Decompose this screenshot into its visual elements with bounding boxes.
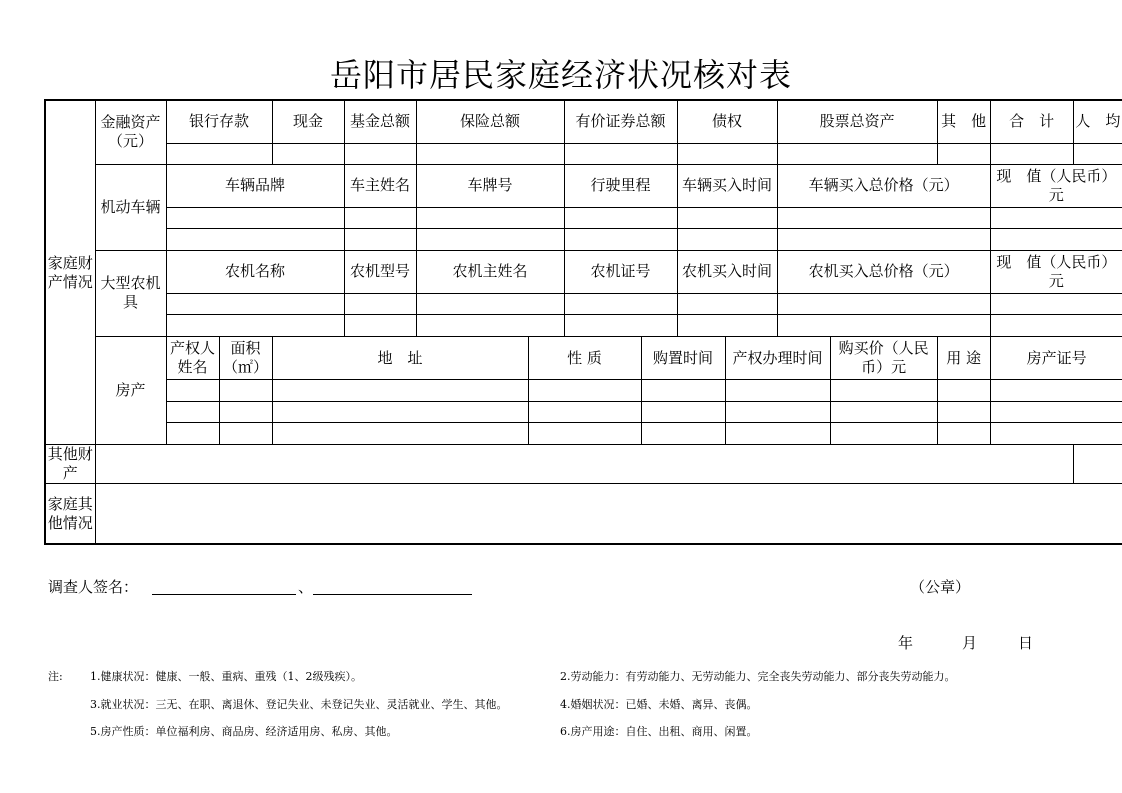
farm-cell[interactable] — [677, 293, 777, 314]
house-cell[interactable] — [641, 402, 725, 423]
house-cell[interactable] — [272, 423, 528, 445]
family-property-label: 家庭财产情况 — [45, 100, 95, 445]
header-purchase-time: 购置时间 — [641, 337, 725, 380]
note-3: 3.就业状况：三无、在职、离退休、登记失业、未登记失业、灵活就业、学生、其他。 — [90, 698, 508, 711]
form-title: 岳阳市居民家庭经济状况核对表 — [329, 56, 792, 94]
note-6: 6.房产用途：自住、出租、商用、闲置。 — [560, 725, 758, 738]
header-insurance-total: 保险总额 — [416, 100, 564, 143]
input-insurance-total[interactable] — [416, 143, 564, 164]
house-cell[interactable] — [272, 402, 528, 423]
farm-cell[interactable] — [777, 314, 990, 336]
vehicle-cell[interactable] — [777, 207, 990, 228]
input-bank-deposit[interactable] — [166, 143, 272, 164]
input-other[interactable] — [937, 143, 990, 164]
farm-cell[interactable] — [166, 293, 344, 314]
date-day-label: 日 — [1018, 634, 1034, 652]
farm-cell[interactable] — [990, 314, 1122, 336]
house-cell[interactable] — [641, 423, 725, 445]
header-total: 合 计 — [990, 100, 1073, 143]
house-cell[interactable] — [937, 402, 990, 423]
farm-cell[interactable] — [416, 293, 564, 314]
header-address: 地 址 — [272, 337, 528, 380]
signature-line-1[interactable] — [152, 594, 296, 595]
header-area: 面积（㎡） — [219, 337, 272, 380]
header-securities-total: 有价证券总额 — [564, 100, 677, 143]
farm-cell[interactable] — [990, 293, 1122, 314]
input-total[interactable] — [990, 143, 1073, 164]
header-purchase-price: 购买价（人民币）元 — [830, 337, 937, 380]
investigator-signature-label: 调查人签名： — [48, 578, 139, 596]
vehicle-cell[interactable] — [777, 228, 990, 250]
header-property-owner: 产权人姓名 — [166, 337, 219, 380]
vehicle-label: 机动车辆 — [95, 164, 166, 250]
farm-cell[interactable] — [564, 293, 677, 314]
house-cell[interactable] — [528, 380, 641, 402]
vehicle-cell[interactable] — [344, 207, 416, 228]
header-machine-certificate: 农机证号 — [564, 250, 677, 293]
input-fund-total[interactable] — [344, 143, 416, 164]
input-creditor-rights[interactable] — [677, 143, 777, 164]
farm-cell[interactable] — [564, 314, 677, 336]
note-5: 5.房产性质：单位福利房、商品房、经济适用房、私房、其他。 — [90, 725, 398, 738]
signature-separator: 、 — [298, 578, 314, 596]
house-cell[interactable] — [166, 402, 219, 423]
house-cell[interactable] — [528, 423, 641, 445]
house-cell[interactable] — [166, 423, 219, 445]
header-bank-deposit: 银行存款 — [166, 100, 272, 143]
house-cell[interactable] — [990, 380, 1122, 402]
farm-machinery-label: 大型农机具 — [95, 250, 166, 336]
header-vehicle-current-value: 现 值（人民币）元 — [990, 164, 1122, 207]
family-other-input[interactable] — [95, 484, 1122, 544]
header-usage: 用 途 — [937, 337, 990, 380]
farm-cell[interactable] — [166, 314, 344, 336]
header-machine-purchase-time: 农机买入时间 — [677, 250, 777, 293]
vehicle-cell[interactable] — [166, 207, 344, 228]
vehicle-cell[interactable] — [990, 207, 1122, 228]
farm-cell[interactable] — [677, 314, 777, 336]
notes-prefix: 注: — [48, 670, 63, 683]
header-owner-name: 车主姓名 — [344, 164, 416, 207]
input-per-capita[interactable] — [1073, 143, 1122, 164]
vehicle-cell[interactable] — [416, 207, 564, 228]
header-per-capita: 人 均 — [1073, 100, 1122, 143]
input-cash[interactable] — [272, 143, 344, 164]
house-cell[interactable] — [272, 380, 528, 402]
vehicle-cell[interactable] — [416, 228, 564, 250]
vehicle-cell[interactable] — [677, 207, 777, 228]
input-securities-total[interactable] — [564, 143, 677, 164]
house-cell[interactable] — [219, 402, 272, 423]
house-cell[interactable] — [830, 380, 937, 402]
house-cell[interactable] — [641, 380, 725, 402]
date-month-label: 月 — [962, 634, 978, 652]
header-vehicle-brand: 车辆品牌 — [166, 164, 344, 207]
house-cell[interactable] — [830, 402, 937, 423]
house-cell[interactable] — [725, 380, 830, 402]
house-cell[interactable] — [219, 423, 272, 445]
other-property-input[interactable] — [95, 445, 1073, 484]
header-mileage: 行驶里程 — [564, 164, 677, 207]
note-4: 4.婚姻状况：已婚、未婚、离异、丧偶。 — [560, 698, 758, 711]
header-vehicle-purchase-time: 车辆买入时间 — [677, 164, 777, 207]
financial-label: 金融资产（元） — [95, 100, 166, 164]
header-other: 其 他 — [937, 100, 990, 143]
house-cell[interactable] — [990, 402, 1122, 423]
house-cell[interactable] — [725, 423, 830, 445]
vehicle-cell[interactable] — [166, 228, 344, 250]
header-fund-total: 基金总额 — [344, 100, 416, 143]
header-machine-model: 农机型号 — [344, 250, 416, 293]
other-property-label: 其他财产 — [45, 445, 95, 484]
header-machine-current-value: 现 值（人民币）元 — [990, 250, 1122, 293]
house-cell[interactable] — [725, 402, 830, 423]
family-other-label: 家庭其他情况 — [45, 484, 95, 544]
header-certificate-number: 房产证号 — [990, 337, 1122, 380]
note-2: 2.劳动能力：有劳动能力、无劳动能力、完全丧失劳动能力、部分丧失劳动能力。 — [560, 670, 956, 683]
header-stock-assets: 股票总资产 — [777, 100, 937, 143]
vehicle-cell[interactable] — [677, 228, 777, 250]
header-property-nature: 性 质 — [528, 337, 641, 380]
house-cell[interactable] — [830, 423, 937, 445]
signature-line-2[interactable] — [313, 594, 472, 595]
header-creditor-rights: 债权 — [677, 100, 777, 143]
house-cell[interactable] — [528, 402, 641, 423]
farm-cell[interactable] — [777, 293, 990, 314]
header-vehicle-purchase-price: 车辆买入总价格（元） — [777, 164, 990, 207]
household-economic-form — [44, 99, 1122, 545]
vehicle-cell[interactable] — [564, 207, 677, 228]
header-machine-purchase-price: 农机买入总价格（元） — [777, 250, 990, 293]
header-plate-number: 车牌号 — [416, 164, 564, 207]
official-seal-label: （公章） — [910, 578, 971, 596]
house-cell[interactable] — [937, 380, 990, 402]
header-title-processing-time: 产权办理时间 — [725, 337, 830, 380]
house-label: 房产 — [95, 337, 166, 445]
farm-cell[interactable] — [344, 314, 416, 336]
house-cell[interactable] — [937, 423, 990, 445]
date-year-label: 年 — [898, 634, 914, 652]
vehicle-cell[interactable] — [344, 228, 416, 250]
vehicle-cell[interactable] — [564, 228, 677, 250]
header-machine-name: 农机名称 — [166, 250, 344, 293]
house-cell[interactable] — [990, 423, 1122, 445]
input-stock-assets[interactable] — [777, 143, 937, 164]
farm-cell[interactable] — [416, 314, 564, 336]
house-cell[interactable] — [219, 380, 272, 402]
vehicle-cell[interactable] — [990, 228, 1122, 250]
note-1: 1.健康状况：健康、一般、重病、重残（1、2级残疾）。 — [90, 670, 362, 683]
house-cell[interactable] — [166, 380, 219, 402]
header-machine-owner: 农机主姓名 — [416, 250, 564, 293]
farm-cell[interactable] — [344, 293, 416, 314]
header-cash: 现金 — [272, 100, 344, 143]
